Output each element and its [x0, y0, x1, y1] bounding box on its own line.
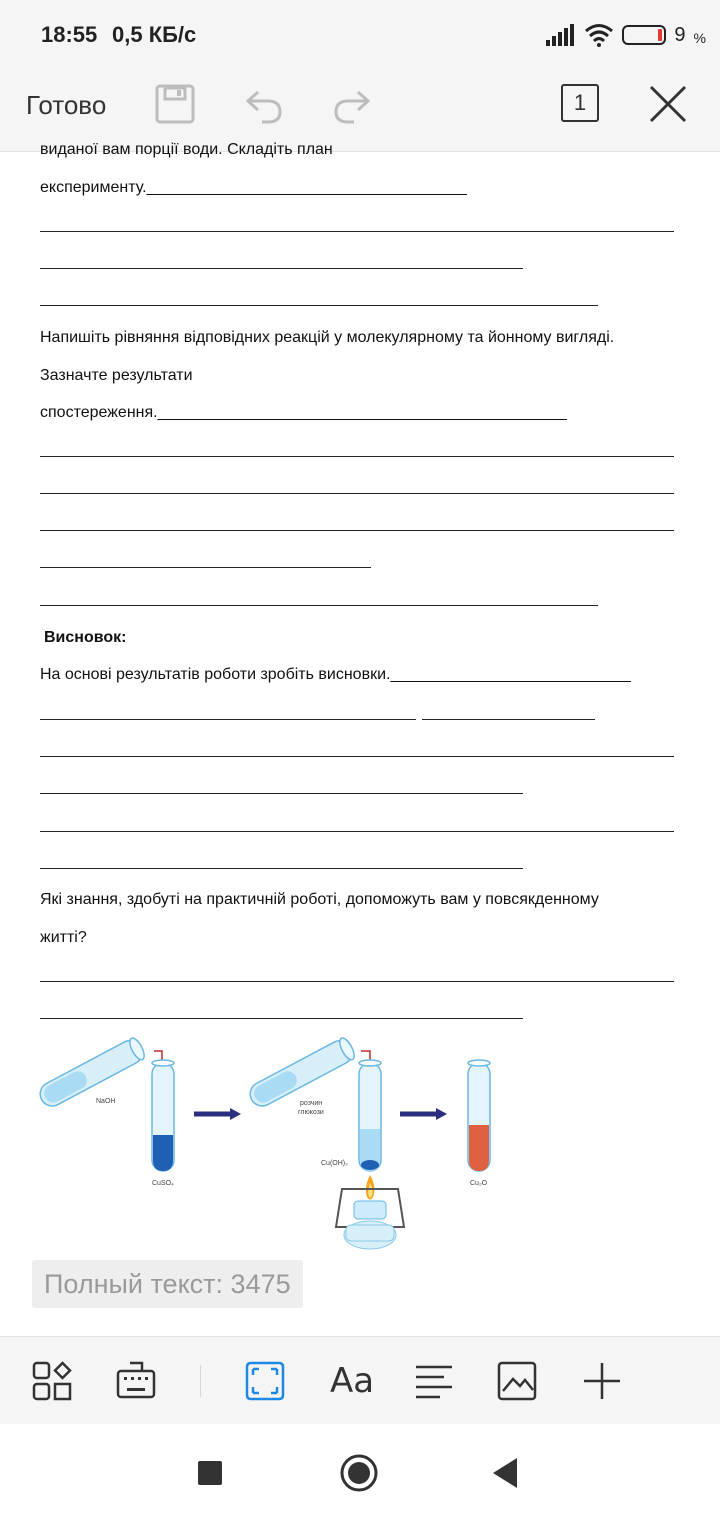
answer-line: [40, 493, 674, 494]
text-format-icon[interactable]: Aa: [330, 1361, 375, 1401]
answer-line: [40, 530, 674, 531]
answer-line: [40, 567, 371, 568]
status-icons: [546, 20, 706, 50]
doc-line: Напишіть рівняння відповідних реакцій у молекулярному та йонному вигляді.: [40, 329, 615, 346]
save-icon[interactable]: [155, 84, 195, 124]
answer-line: [40, 868, 523, 869]
answer-line: [40, 793, 523, 794]
label-glucose-1: розчин: [300, 1100, 323, 1107]
doc-line: виданої вам порції води. Складіть план: [40, 141, 333, 158]
answer-line: [40, 831, 674, 832]
close-icon[interactable]: [648, 84, 688, 124]
recents-icon[interactable]: [198, 1461, 222, 1485]
answer-line: [422, 719, 595, 720]
undo-icon[interactable]: [244, 84, 284, 124]
label-cuoh2: Cu(OH)₂: [321, 1160, 348, 1167]
layout-icon[interactable]: [32, 1361, 72, 1401]
battery-level: [658, 29, 662, 41]
label-glucose-2: глюкози: [298, 1109, 324, 1116]
doc-line: спостереження.______________________________________________: [40, 404, 567, 421]
experiment-diagram: [36, 1029, 516, 1255]
document-page[interactable]: [0, 141, 720, 1336]
signal-icon: [546, 24, 576, 46]
toolbar-separator: [200, 1365, 201, 1397]
doc-line: Які знання, здобуті на практичній роботі, допоможуть вам у повсякденному: [40, 891, 599, 908]
navigation-bar: [0, 1424, 720, 1520]
format-toolbar: [0, 1336, 720, 1424]
label-cuso4: CuSO₄: [152, 1180, 174, 1187]
answer-line: [40, 1018, 523, 1019]
battery-percent-sign: %: [693, 30, 706, 46]
answer-line: [40, 305, 598, 306]
done-button[interactable]: Готово: [26, 90, 107, 120]
status-time: 18:55: [41, 22, 98, 47]
doc-line: На основі результатів роботи зробіть висновки.___________________________: [40, 666, 631, 683]
label-naoh: NaOH: [96, 1098, 116, 1105]
image-icon[interactable]: [497, 1361, 537, 1401]
conclusion-heading: Висновок:: [44, 629, 127, 646]
battery-icon: [622, 25, 666, 45]
align-icon[interactable]: [414, 1361, 454, 1401]
answer-line: [40, 605, 598, 606]
doc-line: Зазначте результати: [40, 367, 193, 384]
full-text-chip[interactable]: Полный текст: 3475: [32, 1260, 303, 1308]
answer-line: [40, 981, 674, 982]
redo-icon[interactable]: [332, 84, 372, 124]
keyboard-icon[interactable]: [116, 1361, 156, 1401]
battery-percent: 9: [674, 23, 686, 46]
doc-line: житті?: [40, 929, 87, 946]
back-icon[interactable]: [493, 1458, 519, 1488]
wifi-icon: [584, 23, 614, 47]
add-icon[interactable]: [582, 1361, 622, 1401]
home-icon[interactable]: [340, 1454, 378, 1492]
network-speed: 0,5 КБ/с: [112, 22, 197, 47]
answer-line: [40, 719, 416, 720]
answer-line: [40, 231, 674, 232]
answer-line: [40, 456, 674, 457]
doc-line: експерименту.____________________________________: [40, 179, 467, 196]
fit-page-icon[interactable]: [245, 1361, 285, 1401]
answer-line: [40, 756, 674, 757]
label-cu2o: Cu₂O: [470, 1180, 488, 1187]
status-bar: [0, 0, 720, 70]
page-count-button[interactable]: 1: [561, 84, 599, 122]
answer-line: [40, 268, 523, 269]
